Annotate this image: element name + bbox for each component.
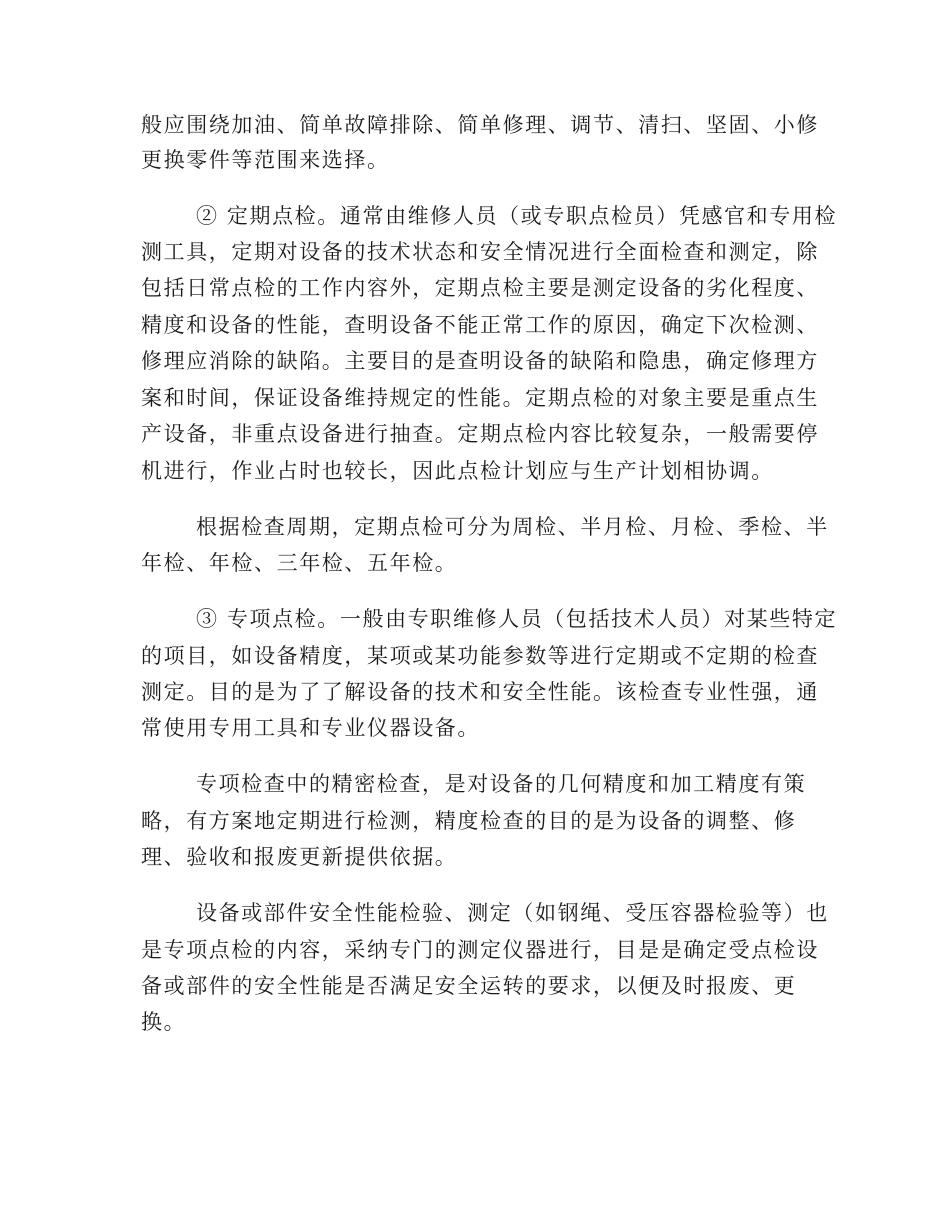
text-line: 专项检查中的精密检查，是对设备的几何精度和加工精度有策 xyxy=(196,772,807,796)
text-line: 根据检查周期，定期点检可分为周检、半月检、月检、季检、半 xyxy=(196,515,829,539)
text-line: 更换零件等范围来选择。 xyxy=(141,148,390,172)
text-line: 产设备，非重点设备进行抽查。定期点检内容比较复杂，一般需要停 xyxy=(141,422,819,446)
text-line: 修理应消除的缺陷。主要目的是查明设备的缺陷和隐患，确定修理方 xyxy=(141,349,819,373)
text-line: 案和时间，保证设备维持规定的性能。定期点检的对象主要是重点生 xyxy=(141,386,819,410)
text-line: 略，有方案地定期进行检测，精度检查的目的是为设备的调整、修 xyxy=(141,809,797,833)
text-line: 是专项点检的内容，采纳专门的测定仪器进行，目是是确定受点检设 xyxy=(141,938,819,962)
text-line: 精度和设备的性能，查明设备不能正常工作的原因，确定下次检测、 xyxy=(141,313,819,337)
text-line: 机进行，作业占时也较长，因此点检计划应与生产计划相协调。 xyxy=(141,459,774,483)
text-line: 包括日常点检的工作内容外，定期点检主要是测定设备的劣化程度、 xyxy=(141,276,819,300)
text-line: 测工具，定期对设备的技术状态和安全情况进行全面检查和测定，除 xyxy=(141,240,819,264)
text-line: ② 定期点检。通常由维修人员（或专职点检员）凭感官和专用检 xyxy=(196,204,838,228)
text-line: 测定。目的是为了了解设备的技术和安全性能。该检查专业性强，通 xyxy=(141,680,819,704)
text-line: 设备或部件安全性能检验、测定（如钢绳、受压容器检验等）也 xyxy=(196,901,829,925)
text-line: 换。 xyxy=(141,1010,187,1034)
text-line: 理、验收和报废更新提供依据。 xyxy=(141,845,458,869)
text-line: 的项目，如设备精度，某项或某功能参数等进行定期或不定期的检查 xyxy=(141,644,819,668)
text-line: 年检、年检、三年检、五年检。 xyxy=(141,551,458,575)
text-line: ③ 专项点检。一般由专职维修人员（包括技术人员）对某些特定 xyxy=(196,607,838,631)
text-line: 备或部件的安全性能是否满足安全运转的要求，以便及时报废、更 xyxy=(141,974,797,998)
text-line: 常使用专用工具和专业仪器设备。 xyxy=(141,716,480,740)
text-line: 般应围绕加油、简单故障排除、简单修理、调节、清扫、坚固、小修 xyxy=(141,113,819,137)
